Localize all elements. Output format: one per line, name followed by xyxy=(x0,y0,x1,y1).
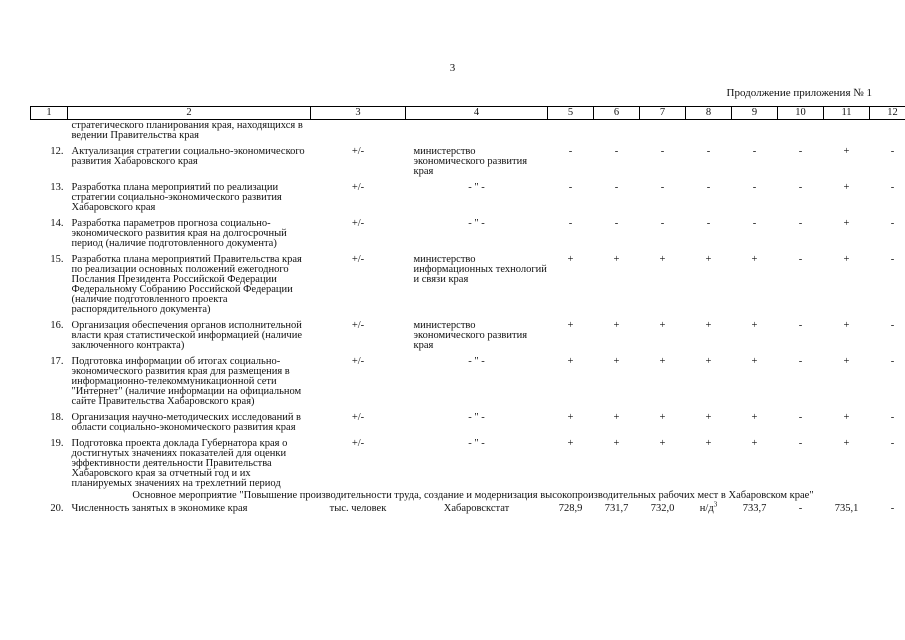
row-number: 20. xyxy=(50,503,64,514)
table-row xyxy=(31,177,905,213)
row-year-mark: - xyxy=(798,438,803,449)
row-year-mark: + xyxy=(843,320,850,331)
row-year-mark: + xyxy=(659,320,666,331)
row-year-mark: - xyxy=(614,218,619,229)
footnote-marker: 3 xyxy=(713,500,718,509)
header-cell: 8 xyxy=(686,107,732,120)
row-year-mark: - xyxy=(614,146,619,157)
table-row xyxy=(31,141,905,177)
header-cell: 10 xyxy=(778,107,824,120)
header-cell: 3 xyxy=(311,107,406,120)
row-year-mark: + xyxy=(843,182,850,193)
row-value: - xyxy=(890,503,895,514)
row-year-mark: + xyxy=(843,412,850,423)
row-year-mark: - xyxy=(660,218,665,229)
row-year-mark: - xyxy=(798,412,803,423)
row-year-mark: - xyxy=(660,182,665,193)
row-year-mark: + xyxy=(613,412,620,423)
row-year-mark: + xyxy=(705,438,712,449)
row-value: 728,9 xyxy=(558,503,583,514)
row-number: 15. xyxy=(50,254,64,265)
table-row xyxy=(31,407,905,433)
row-mark: +/- xyxy=(351,182,365,193)
row-year-mark: + xyxy=(659,438,666,449)
row-name: Разработка параметров прогноза социально-экономического развития края на долгосрочный период (наличие подготовленного документа) xyxy=(71,218,287,249)
row-year-mark: + xyxy=(567,412,574,423)
row-year-mark: + xyxy=(613,438,620,449)
header-row xyxy=(31,107,905,120)
row-name: стратегического планирования края, находящихся в ведении Правительства края xyxy=(71,120,303,141)
header-cell: 4 xyxy=(406,107,548,120)
header-cell: 11 xyxy=(824,107,870,120)
row-year-mark: + xyxy=(659,412,666,423)
row-year-mark: + xyxy=(659,356,666,367)
row-year-mark: - xyxy=(660,146,665,157)
row-year-mark: + xyxy=(843,254,850,265)
header-cell: 7 xyxy=(640,107,686,120)
header-cell: 1 xyxy=(31,107,68,120)
row-year-mark: + xyxy=(751,412,758,423)
header-cell: 2 xyxy=(68,107,311,120)
table-row-continued xyxy=(31,120,905,142)
row-year-mark: + xyxy=(567,254,574,265)
table-row xyxy=(31,433,905,489)
row-year-mark: - xyxy=(798,146,803,157)
row-unit: тыс. человек xyxy=(329,503,387,514)
row-executor: - " - xyxy=(468,356,485,367)
table-row xyxy=(31,249,905,315)
row-mark: +/- xyxy=(351,356,365,367)
row-year-mark: - xyxy=(890,218,895,229)
row-year-mark: + xyxy=(843,438,850,449)
row-executor: министерство экономического развития края xyxy=(413,320,528,351)
section-row xyxy=(31,489,905,501)
row-year-mark: - xyxy=(890,182,895,193)
row-number: 17. xyxy=(50,356,64,367)
row-year-mark: - xyxy=(798,182,803,193)
row-executor: - " - xyxy=(468,182,485,193)
row-year-mark: - xyxy=(568,218,573,229)
row-value: - xyxy=(798,503,803,514)
row-mark: +/- xyxy=(351,254,365,265)
row-year-mark: - xyxy=(798,356,803,367)
row-executor: - " - xyxy=(468,218,485,229)
row-executor: министерство экономического развития края xyxy=(413,146,528,177)
row-number: 13. xyxy=(50,182,64,193)
row-year-mark: - xyxy=(798,320,803,331)
row-year-mark: + xyxy=(751,320,758,331)
row-value xyxy=(686,501,732,514)
row-executor: - " - xyxy=(468,412,485,423)
value-text: н/д xyxy=(699,503,714,514)
row-year-mark: + xyxy=(705,320,712,331)
row-mark: +/- xyxy=(351,412,365,423)
row-year-mark: + xyxy=(751,356,758,367)
row-year-mark: - xyxy=(890,412,895,423)
row-value: 733,7 xyxy=(742,503,767,514)
table-row xyxy=(31,501,905,514)
row-year-mark: + xyxy=(843,218,850,229)
row-year-mark: - xyxy=(890,146,895,157)
row-name: Организация научно-методических исследований в области социально-экономического развития края xyxy=(71,412,302,433)
row-year-mark: - xyxy=(890,320,895,331)
row-year-mark: + xyxy=(705,412,712,423)
row-year-mark: + xyxy=(567,438,574,449)
page-number: 3 xyxy=(449,62,456,74)
row-value: 731,7 xyxy=(604,503,629,514)
row-number: 18. xyxy=(50,412,64,423)
row-year-mark: - xyxy=(798,254,803,265)
row-name: Разработка плана мероприятий по реализации стратегии социально-экономического развития Хабаровского края xyxy=(71,182,282,213)
row-year-mark: - xyxy=(752,182,757,193)
row-number: 14. xyxy=(50,218,64,229)
table-row xyxy=(31,213,905,249)
row-year-mark: + xyxy=(567,356,574,367)
row-year-mark: - xyxy=(890,438,895,449)
row-year-mark: + xyxy=(843,356,850,367)
row-number: 12. xyxy=(50,146,64,157)
row-year-mark: - xyxy=(568,146,573,157)
section-title: Основное мероприятие "Повышение производительности труда, создание и модернизация высокопроизводительных рабочих мест в Хабаровском крае" xyxy=(132,490,814,501)
row-mark: +/- xyxy=(351,146,365,157)
row-year-mark: + xyxy=(751,254,758,265)
row-year-mark: + xyxy=(843,146,850,157)
row-year-mark: - xyxy=(706,182,711,193)
table-row xyxy=(31,315,905,351)
row-mark: +/- xyxy=(351,218,365,229)
table-row xyxy=(31,351,905,407)
header-cell: 6 xyxy=(594,107,640,120)
row-year-mark: + xyxy=(613,254,620,265)
row-name: Организация обеспечения органов исполнительной власти края статистической информацией (наличие заключенного контракта) xyxy=(71,320,302,351)
row-name: Разработка плана мероприятий Правительства края по реализации основных положений ежегодного Послания Президента Российской Федерации Федеральному Собранию Российской Федерации (наличие подготовленного проекта распорядительного документа) xyxy=(71,254,302,315)
appendix-table xyxy=(30,106,905,514)
row-year-mark: - xyxy=(890,356,895,367)
header-cell: 12 xyxy=(870,107,905,120)
row-value: 732,0 xyxy=(650,503,675,514)
row-year-mark: - xyxy=(752,146,757,157)
row-year-mark: + xyxy=(705,356,712,367)
row-year-mark: + xyxy=(613,320,620,331)
row-executor: - " - xyxy=(468,438,485,449)
row-executor: министерство информационных технологий и связи края xyxy=(413,254,547,285)
row-year-mark: + xyxy=(751,438,758,449)
row-name: Подготовка информации об итогах социально-экономического развития края для размещения в информационно-телекоммуникационной сети "Интернет" (наличие информации на официальном сайте Правительства Хабаровского края) xyxy=(71,356,302,407)
row-name: Подготовка проекта доклада Губернатора края о достигнутых значениях показателей для оценки эффективности деятельности Правительства Хабаровского края за отчетный год и их планируемых значениях на трехлетний период xyxy=(71,438,288,489)
row-year-mark: - xyxy=(798,218,803,229)
continuation-label: Продолжение приложения № 1 xyxy=(726,87,872,99)
row-year-mark: - xyxy=(706,146,711,157)
row-year-mark: - xyxy=(706,218,711,229)
row-mark: +/- xyxy=(351,438,365,449)
row-year-mark: - xyxy=(614,182,619,193)
row-year-mark: + xyxy=(567,320,574,331)
row-year-mark: + xyxy=(659,254,666,265)
row-year-mark: + xyxy=(613,356,620,367)
row-name: Численность занятых в экономике края xyxy=(71,503,248,514)
header-cell: 9 xyxy=(732,107,778,120)
row-value: 735,1 xyxy=(834,503,859,514)
row-number: 16. xyxy=(50,320,64,331)
row-year-mark: - xyxy=(752,218,757,229)
row-source: Хабаровскстат xyxy=(443,503,510,514)
row-name: Актуализация стратегии социально-экономического развития Хабаровского края xyxy=(71,146,305,167)
row-mark: +/- xyxy=(351,320,365,331)
row-year-mark: + xyxy=(705,254,712,265)
row-year-mark: - xyxy=(890,254,895,265)
header-cell: 5 xyxy=(548,107,594,120)
row-number: 19. xyxy=(50,438,64,449)
row-year-mark: - xyxy=(568,182,573,193)
